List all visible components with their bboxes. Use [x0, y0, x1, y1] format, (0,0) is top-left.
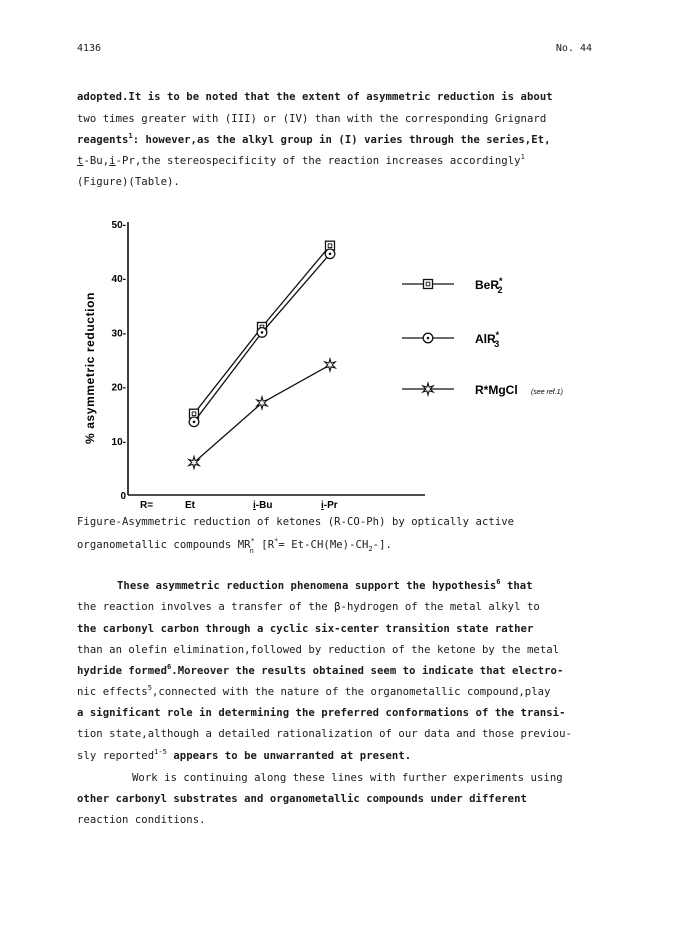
intro-line-1: adopted.It is to be noted that the extent of asymmetric reduction is about — [77, 91, 553, 103]
caption-subscript: 2 — [368, 545, 373, 553]
legend-marker — [424, 280, 433, 289]
caption-text: organometallic compounds MR — [77, 539, 251, 551]
caption-text: -]. — [372, 539, 392, 551]
intro-line-3-rest: : however,as the alkyl group in (I) varies through the series,Et, — [132, 134, 551, 146]
footnote-ref: 1 — [128, 132, 133, 140]
legend-label: BeR* 2 — [475, 276, 503, 295]
x-tick-label: i-Bu — [253, 500, 273, 511]
para2-line-8: tion state,although a detailed rationalization of our data and those previou- — [77, 728, 572, 740]
y-tick-label: 10- — [111, 436, 126, 448]
x-axis-prefix: R= — [140, 500, 154, 511]
legend-label: R*MgCl — [475, 383, 518, 397]
figure-caption-line-1: Figure-Asymmetric reduction of ketones (R-CO-Ph) by optically active — [77, 516, 515, 528]
text-run: -Pr,the stereospecificity of the reaction increases accordingly — [115, 155, 521, 167]
caption-star: * — [250, 537, 255, 545]
data-point — [325, 359, 335, 371]
legend-note: (see ref.1) — [531, 389, 563, 396]
text-run: appears to be unwarranted at present. — [173, 750, 412, 762]
y-tick-label: 0 — [120, 491, 126, 502]
legend-marker — [423, 333, 433, 343]
text-run: hydride formed — [77, 665, 167, 677]
italic-prefix: t — [77, 155, 84, 167]
issue-number: No. 44 — [555, 43, 592, 54]
text-run: nic effects — [77, 686, 148, 698]
y-tick-label: 40- — [111, 274, 126, 286]
footnote-ref: 5 — [147, 684, 152, 692]
data-point — [325, 249, 335, 259]
series-line — [194, 365, 330, 463]
y-axis-label: % asymmetric reduction — [83, 292, 97, 444]
text-run: that — [506, 580, 533, 592]
data-point — [189, 457, 199, 469]
para2-line-7: a significant role in determining the preferred conformations of the transi- — [77, 707, 566, 719]
data-point — [257, 328, 267, 338]
y-tick-label: 20- — [111, 382, 126, 394]
para2-line-1 — [117, 580, 533, 592]
marker-circle-dot — [261, 331, 264, 334]
footnote-ref: 1 — [520, 153, 525, 161]
para2-line-5 — [77, 665, 563, 677]
para3-line-2: other carbonyl substrates and organometallic compounds under different — [77, 793, 527, 805]
para3-line-3: reaction conditions. — [77, 814, 206, 826]
text-run: ,connected with the nature of the organometallic compound,play — [151, 686, 551, 698]
text-run: .Moreover the results obtained seem to indicate that electro- — [171, 665, 564, 677]
y-tick-label: 30- — [111, 328, 126, 340]
caption-text: = Et-CH(Me)-CH — [278, 539, 369, 551]
para3-line-1: Work is continuing along these lines with further experiments using — [132, 772, 563, 784]
text-run: sly reported — [77, 750, 155, 762]
page-number: 4136 — [77, 43, 102, 54]
x-tick-label: Et — [185, 500, 195, 511]
caption-star: * — [274, 537, 279, 545]
text-run: These asymmetric reduction phenomena support the hypothesis — [117, 580, 497, 592]
para2-line-3: the carbonyl carbon through a cyclic six-center transition state rather — [77, 623, 534, 635]
marker-circle-dot — [427, 337, 430, 340]
footnote-ref: 6 — [496, 578, 501, 586]
text-run: -Bu, — [83, 155, 110, 167]
legend-label: AlR* 3 — [475, 330, 500, 349]
para2-line-9 — [77, 750, 411, 762]
footnote-ref: 6 — [167, 663, 172, 671]
data-point — [189, 417, 199, 427]
footnote-ref: 1-5 — [154, 748, 167, 756]
marker-square — [424, 280, 433, 289]
intro-line-2: two times greater with (III) or (IV) than with the corresponding Grignard — [77, 113, 547, 125]
y-tick-label: 50- — [111, 220, 126, 231]
figure-caption-line-2: organometallic compounds MR* n $[R^*= Et-CH(Me)-CH_2-]$. — [77, 537, 392, 555]
marker-circle-dot — [193, 421, 196, 424]
intro-line-5: (Figure)(Table). — [77, 176, 180, 188]
para2-line-4: than an olefin elimination,followed by reduction of the ketone by the metal — [77, 644, 560, 656]
para2-line-6 — [77, 686, 551, 698]
x-tick-label: i-Pr — [321, 500, 338, 511]
marker-circle-dot — [329, 253, 332, 256]
para2-line-2: the reaction involves a transfer of the β-hydrogen of the metal alkyl to — [77, 601, 540, 613]
data-point — [257, 397, 267, 409]
intro-line-3-start: reagents — [77, 134, 129, 146]
italic-prefix: i — [109, 155, 116, 167]
caption-text: [R — [261, 539, 275, 551]
